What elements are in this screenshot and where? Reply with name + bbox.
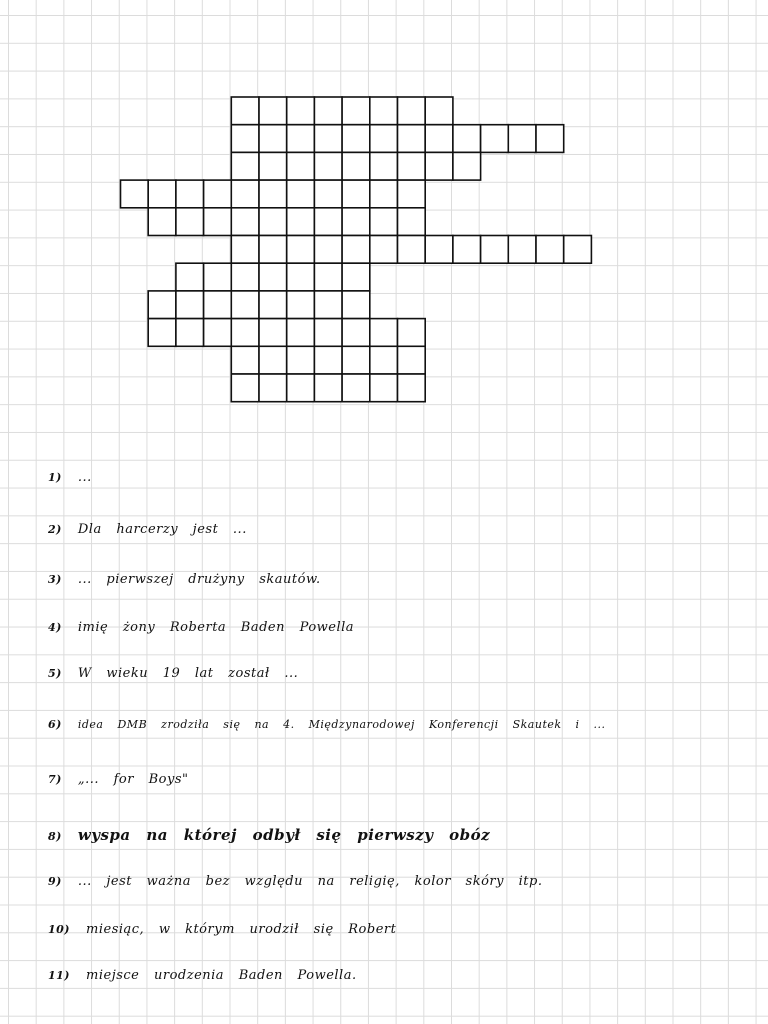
crossword-cell[interactable] <box>148 180 176 208</box>
clue-5 <box>48 666 298 681</box>
crossword-cell[interactable] <box>564 236 592 264</box>
crossword-cell[interactable] <box>259 152 287 180</box>
clue-text: miejsce urodzenia Baden Powella. <box>86 968 357 983</box>
clue-number: 10) <box>48 923 71 936</box>
crossword-cell[interactable] <box>231 125 259 153</box>
crossword-cell[interactable] <box>342 291 370 319</box>
crossword-cell[interactable] <box>231 263 259 291</box>
crossword-cell[interactable] <box>259 346 287 374</box>
clue-number: 6) <box>48 718 62 731</box>
crossword-cell[interactable] <box>453 125 481 153</box>
crossword-cell[interactable] <box>259 125 287 153</box>
crossword-cell[interactable] <box>453 236 481 264</box>
clue-number: 11) <box>48 969 71 982</box>
crossword-cell[interactable] <box>398 346 426 374</box>
clue-number: 5) <box>48 667 62 680</box>
clue-2 <box>48 522 247 537</box>
crossword-cell[interactable] <box>342 236 370 264</box>
crossword-cell[interactable] <box>370 97 398 125</box>
crossword-cell[interactable] <box>231 180 259 208</box>
crossword-cell[interactable] <box>314 208 342 236</box>
crossword-cell[interactable] <box>370 125 398 153</box>
clue-1 <box>48 470 92 485</box>
crossword-cell[interactable] <box>287 346 315 374</box>
clue-7 <box>48 772 188 787</box>
crossword-cell[interactable] <box>342 374 370 402</box>
crossword-cell[interactable] <box>259 319 287 347</box>
crossword-cell[interactable] <box>342 97 370 125</box>
crossword-cell[interactable] <box>370 180 398 208</box>
crossword-cell[interactable] <box>370 208 398 236</box>
clue-text: ... jest ważna bez względu na religię, kolor skóry itp. <box>77 874 543 889</box>
clue-text: ... <box>77 470 92 485</box>
clue-8 <box>48 826 490 844</box>
crossword-cell[interactable] <box>287 291 315 319</box>
crossword-cell[interactable] <box>287 180 315 208</box>
crossword-cell[interactable] <box>287 97 315 125</box>
crossword-cell[interactable] <box>314 152 342 180</box>
crossword-cell[interactable] <box>398 319 426 347</box>
crossword-cell[interactable] <box>259 263 287 291</box>
crossword-cell[interactable] <box>425 236 453 264</box>
crossword-cell[interactable] <box>231 374 259 402</box>
crossword-cell[interactable] <box>425 152 453 180</box>
crossword-cell[interactable] <box>342 180 370 208</box>
crossword-cell[interactable] <box>204 291 232 319</box>
crossword-cell[interactable] <box>148 319 176 347</box>
crossword-cell[interactable] <box>231 152 259 180</box>
crossword-cell[interactable] <box>370 346 398 374</box>
crossword-cell[interactable] <box>370 236 398 264</box>
crossword-cell[interactable] <box>453 152 481 180</box>
crossword-cell[interactable] <box>259 208 287 236</box>
crossword-cell[interactable] <box>176 319 204 347</box>
clue-number: 7) <box>48 773 62 786</box>
crossword-cell[interactable] <box>425 97 453 125</box>
crossword-cell[interactable] <box>342 319 370 347</box>
crossword-cell[interactable] <box>204 319 232 347</box>
crossword-cell[interactable] <box>176 208 204 236</box>
crossword-cell[interactable] <box>287 374 315 402</box>
crossword-cell[interactable] <box>259 291 287 319</box>
crossword-cell[interactable] <box>231 97 259 125</box>
crossword-cell[interactable] <box>314 346 342 374</box>
clue-3 <box>48 572 321 587</box>
crossword-cell[interactable] <box>259 97 287 125</box>
clue-11 <box>48 968 357 983</box>
crossword-cell[interactable] <box>204 263 232 291</box>
clue-text: idea DMB zrodziła się na 4. Międzynarodowej Konferencji Skautek i ... <box>77 718 606 731</box>
crossword-cell[interactable] <box>259 374 287 402</box>
crossword-cell[interactable] <box>231 236 259 264</box>
crossword-cell[interactable] <box>148 208 176 236</box>
crossword-cell[interactable] <box>398 152 426 180</box>
crossword-cell[interactable] <box>231 208 259 236</box>
crossword-cell[interactable] <box>121 180 149 208</box>
clue-text: Dla harcerzy jest ... <box>77 522 247 537</box>
clue-9 <box>48 874 542 889</box>
clue-number: 4) <box>48 621 62 634</box>
crossword-cell[interactable] <box>287 319 315 347</box>
crossword-cell[interactable] <box>536 125 564 153</box>
clue-number: 8) <box>48 830 62 843</box>
crossword-cell[interactable] <box>314 97 342 125</box>
clue-text: wyspa na której odbył się pierwszy obóz <box>77 826 491 844</box>
crossword-cell[interactable] <box>370 374 398 402</box>
crossword-cell[interactable] <box>176 263 204 291</box>
crossword-cell[interactable] <box>370 152 398 180</box>
clue-number: 3) <box>48 573 62 586</box>
crossword-cell[interactable] <box>148 291 176 319</box>
clue-number: 2) <box>48 523 62 536</box>
crossword-cell[interactable] <box>231 319 259 347</box>
crossword-cell[interactable] <box>398 236 426 264</box>
crossword-cell[interactable] <box>508 236 536 264</box>
crossword-cell[interactable] <box>231 346 259 374</box>
crossword-cell[interactable] <box>314 125 342 153</box>
crossword-cell[interactable] <box>398 374 426 402</box>
crossword-cell[interactable] <box>398 125 426 153</box>
crossword-cell[interactable] <box>204 208 232 236</box>
crossword-cell[interactable] <box>342 125 370 153</box>
crossword-cell[interactable] <box>287 263 315 291</box>
clue-text: ... pierwszej drużyny skautów. <box>77 572 321 587</box>
clue-6 <box>48 718 606 731</box>
crossword-cell[interactable] <box>342 346 370 374</box>
crossword-cell[interactable] <box>342 152 370 180</box>
crossword-cell[interactable] <box>314 236 342 264</box>
crossword-cell[interactable] <box>259 180 287 208</box>
crossword-cell[interactable] <box>314 263 342 291</box>
crossword-cell[interactable] <box>287 236 315 264</box>
crossword-cell[interactable] <box>342 263 370 291</box>
crossword-cell[interactable] <box>287 208 315 236</box>
crossword-cell[interactable] <box>508 125 536 153</box>
crossword-cell[interactable] <box>342 208 370 236</box>
crossword-cell[interactable] <box>314 374 342 402</box>
crossword-cell[interactable] <box>398 180 426 208</box>
crossword-cell[interactable] <box>231 291 259 319</box>
clue-number: 9) <box>48 875 62 888</box>
crossword-cell[interactable] <box>425 125 453 153</box>
clue-text: W wieku 19 lat został ... <box>77 666 299 681</box>
crossword-cell[interactable] <box>370 319 398 347</box>
crossword-cell[interactable] <box>314 291 342 319</box>
clue-text: „... for Boys" <box>77 772 189 787</box>
clue-4 <box>48 620 354 635</box>
crossword-cell[interactable] <box>481 236 509 264</box>
clue-text: miesiąc, w którym urodził się Robert <box>86 922 397 937</box>
crossword-cell[interactable] <box>176 291 204 319</box>
clue-10 <box>48 922 396 937</box>
clue-text: imię żony Roberta Baden Powella <box>77 620 355 635</box>
crossword-cell[interactable] <box>398 97 426 125</box>
crossword-cell[interactable] <box>481 125 509 153</box>
crossword-cell[interactable] <box>204 180 232 208</box>
crossword-cell[interactable] <box>536 236 564 264</box>
crossword-cell[interactable] <box>287 152 315 180</box>
crossword-cell[interactable] <box>287 125 315 153</box>
crossword-cell[interactable] <box>176 180 204 208</box>
crossword-cell[interactable] <box>398 208 426 236</box>
crossword-cell[interactable] <box>314 319 342 347</box>
crossword-cell[interactable] <box>259 236 287 264</box>
clue-number: 1) <box>48 471 62 484</box>
crossword-cell[interactable] <box>314 180 342 208</box>
